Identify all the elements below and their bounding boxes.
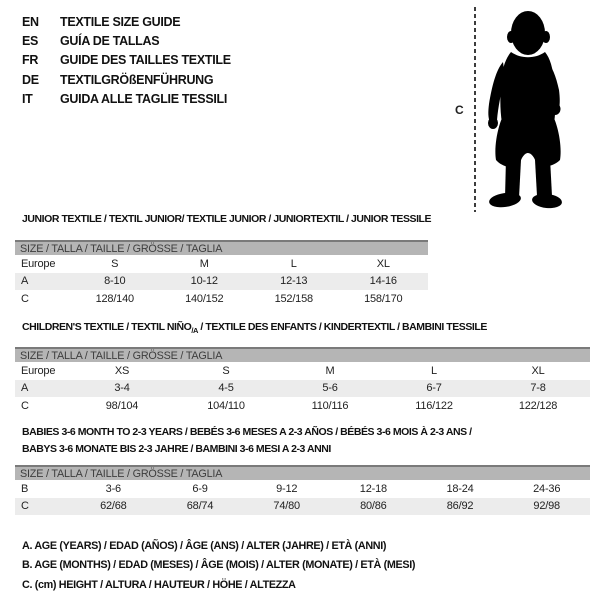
children-size-table [15,347,590,415]
cell: M [325,364,335,377]
guide-title-en: TEXTILE SIZE GUIDE [60,15,181,29]
size-header-label: SIZE / TALLA / TAILLE / GRÖSSE / TAGLIA [20,349,223,362]
size-header-band [15,465,590,480]
cell: 110/116 [311,399,349,412]
cell: 116/122 [415,399,453,412]
cell: 24-36 [533,482,561,495]
children-title-pre: CHILDREN'S TEXTILE / TEXTIL NIÑO [22,321,192,333]
junior-size-table [15,240,428,308]
language-row-fr [22,51,231,70]
cell: 4-5 [218,382,234,395]
cell: L [290,257,297,270]
language-row-es [22,32,231,51]
cell: 104/110 [207,399,245,412]
children-table-title [22,321,487,335]
cell: 68/74 [186,500,214,513]
cell: 62/68 [100,500,127,513]
table-row [15,290,428,308]
cell: S [111,257,119,270]
cell: 92/98 [533,500,560,513]
cell: 12-13 [280,275,308,288]
row-label: A [21,382,29,395]
cell: 128/140 [95,292,134,305]
cell: 140/152 [185,292,224,305]
size-header-label: SIZE / TALLA / TAILLE / GRÖSSE / TAGLIA [20,467,223,480]
table-row [15,255,428,273]
cell: 8-10 [104,275,126,288]
cell: 5-6 [322,382,338,395]
cell: 3-4 [114,382,130,395]
cell: 7-8 [530,382,546,395]
row-label: B [21,482,29,495]
row-label: Europe [21,257,56,270]
guide-title-fr: GUIDE DES TAILLES TEXTILE [60,53,231,68]
cell: 6-9 [192,482,208,495]
cell: 158/170 [364,292,403,305]
cell: 86/92 [446,500,474,513]
cell: 74/80 [273,500,300,513]
cell: 152/158 [274,292,313,305]
cell: XL [376,257,390,270]
cell: 122/128 [518,399,558,412]
language-code: ES [22,34,39,49]
cell: M [199,257,209,270]
language-code: EN [22,15,39,29]
footnote-b: B. AGE (MONTHS) / EDAD (MESES) / ÂGE (MOIS) / ALTER (MONATE) / ETÀ (MESI) [22,559,416,572]
language-code: IT [22,91,33,106]
measure-footnotes [22,537,415,595]
cell: S [222,364,230,377]
language-row-en [22,13,231,32]
height-measure-label: C [455,103,464,117]
cell: L [431,364,437,377]
footnote-a: A. AGE (YEARS) / EDAD (AÑOS) / ÂGE (ANS) / ALTER (JAHRE) / ETÀ (ANNI) [22,540,387,552]
row-label: C [21,292,29,305]
footnote-c: C. (cm) HEIGHT / ALTURA / HAUTEUR / HÖHE / ALTEZZA [22,578,296,591]
language-title-list [22,13,231,109]
babies-title-line1: BABIES 3-6 MONTH TO 2-3 YEARS / BEBÉS 3-6 MESES A 2-3 AÑOS / BÉBÉS 3-6 MOIS À 2-3 ANS / [22,426,472,438]
language-code: DE [22,72,39,87]
table-row [15,362,590,380]
table-row [15,480,590,498]
table-row [15,380,590,398]
toddler-silhouette-image [484,6,572,210]
guide-title-de: TEXTILGRÖßENFÜHRUNG [60,72,214,87]
cell: 10-12 [190,275,218,288]
size-header-band [15,347,590,362]
table-row [15,397,590,415]
cell: 3-6 [105,482,121,495]
table-row [15,273,428,291]
table-row [15,498,590,516]
cell: 14-16 [369,275,397,288]
guide-title-it: GUIDA ALLE TAGLIE TESSILI [60,91,228,106]
babies-table-title [22,424,582,457]
row-label: C [21,500,29,513]
cell: 80/86 [360,500,387,513]
language-row-de [22,71,231,90]
cell: XL [531,364,545,377]
language-row-it [22,90,231,109]
cell: 9-12 [276,482,298,495]
guide-title-es: GUÍA DE TALLAS [60,34,160,49]
children-title-post: / TEXTILE DES ENFANTS / KINDERTEXTIL / BAMBINI TESSILE [197,321,487,333]
cell: 12-18 [359,482,387,495]
junior-table-title: JUNIOR TEXTILE / TEXTIL JUNIOR/ TEXTILE JUNIOR / JUNIORTEXTIL / JUNIOR TESSILE [22,213,432,225]
row-label: C [21,399,29,412]
babies-title-line2: BABYS 3-6 MONATE BIS 2-3 JAHRE / BAMBINI 3-6 MESI A 2-3 ANNI [22,442,331,455]
language-code: FR [22,53,39,68]
cell: 18-24 [446,482,474,495]
babies-size-table [15,465,590,515]
row-label: A [21,275,29,288]
size-header-band [15,240,428,255]
size-header-label: SIZE / TALLA / TAILLE / GRÖSSE / TAGLIA [20,242,223,255]
cell: 6-7 [426,382,442,395]
cell: 98/104 [105,399,139,412]
row-label: Europe [21,364,56,377]
cell: XS [114,364,130,377]
dashed-measure-line [474,7,476,212]
children-title-subscript: /A [191,326,198,336]
